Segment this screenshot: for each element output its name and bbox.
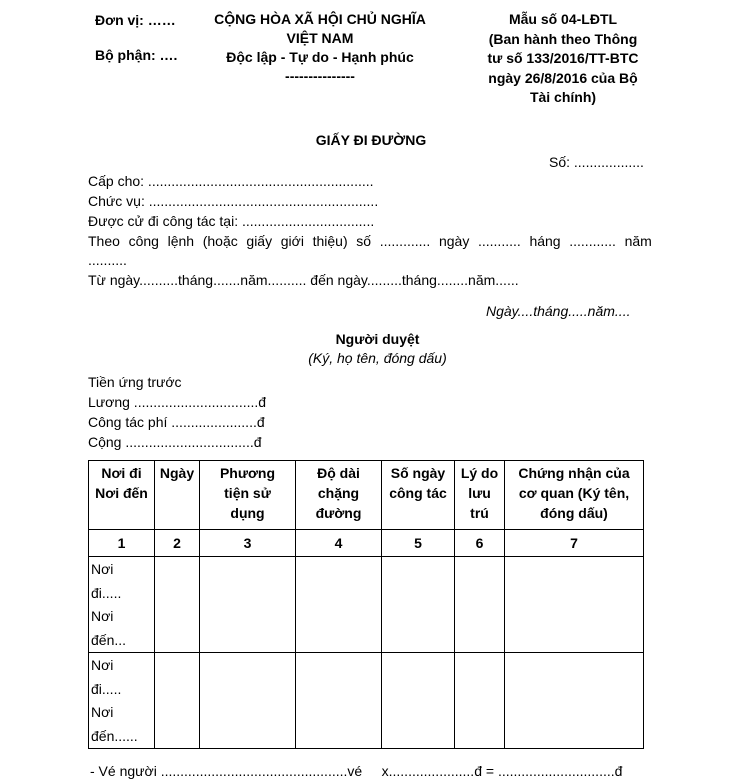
col-header-distance: Độ dài chặng đường: [296, 461, 382, 530]
assigned-to-field: Được cử đi công tác tại: ..................................: [88, 213, 375, 229]
days-cell: [382, 653, 455, 749]
order-word: háng: [529, 233, 561, 249]
table-column-number-row: [89, 530, 644, 557]
col-header-places: Nơi đi Nơi đến: [89, 461, 155, 530]
stay-reason-cell: [455, 557, 505, 653]
advance-heading: Tiền ứng trước: [88, 374, 182, 390]
certification-cell: [505, 557, 644, 653]
col-number: 1: [89, 530, 155, 557]
stay-reason-cell: [455, 653, 505, 749]
unit-field: Đơn vị: ……: [95, 12, 176, 28]
order-word: giới: [280, 233, 304, 249]
days-cell: [382, 557, 455, 653]
certification-cell: [505, 653, 644, 749]
order-word: giấy: [246, 233, 273, 249]
col-header-days: Số ngày công tác: [382, 461, 455, 530]
order-word: năm: [624, 233, 652, 249]
distance-cell: [296, 557, 382, 653]
national-header: [200, 10, 440, 86]
form-code-block: [458, 10, 668, 108]
order-word: ngày: [438, 233, 470, 249]
order-reference-field: [88, 231, 652, 251]
table-row: [89, 557, 644, 653]
form-issuance-line2: (Ban hành theo Thông: [488, 30, 638, 47]
col-number: 6: [455, 530, 505, 557]
travel-log-table: [88, 460, 644, 749]
transport-cell: [200, 653, 296, 749]
col-header-certification: Chứng nhận của cơ quan (Ký tên, đóng dấu): [505, 461, 644, 530]
col-header-stay-reason: Lý do lưu trú: [455, 461, 505, 530]
order-month-blank: ............: [569, 233, 616, 249]
position-field: Chức vụ: ...........................................................: [88, 193, 379, 209]
order-word: lệnh: [167, 233, 195, 249]
motto-separator: ---------------: [285, 68, 355, 84]
col-number: 3: [200, 530, 296, 557]
department-field: Bộ phận: ….: [95, 47, 178, 63]
order-word: (hoặc: [202, 233, 238, 249]
col-number: 5: [382, 530, 455, 557]
period-field: Từ ngày..........tháng.......năm.......... đến ngày.........tháng........năm......: [88, 272, 519, 288]
national-title-line2: VIỆT NAM: [286, 30, 354, 46]
motto: Độc lập - Tự do - Hạnh phúc: [226, 49, 414, 65]
order-day-blank: ...........: [477, 233, 521, 249]
order-reference-continuation: ..........: [88, 252, 127, 268]
advance-salary-field: Lương ................................đ: [88, 394, 267, 410]
places-cell: Nơi đi..... Nơi đến...: [89, 557, 155, 653]
col-number: 2: [155, 530, 200, 557]
document-number-field: Số: ..................: [549, 154, 644, 170]
order-word: Theo: [88, 233, 120, 249]
national-title-line1: CỘNG HÒA XÃ HỘI CHỦ NGHĨA: [214, 11, 426, 27]
sign-date: Ngày....tháng.....năm....: [486, 303, 631, 319]
order-word: thiệu): [312, 233, 348, 249]
approver-title: Người duyệt: [335, 331, 420, 347]
form-code: Mẫu số 04-LĐTL: [508, 11, 618, 27]
date-cell: [155, 653, 200, 749]
order-word: công: [128, 233, 159, 249]
distance-cell: [296, 653, 382, 749]
document-title: GIẤY ĐI ĐƯỜNG: [315, 132, 427, 148]
col-header-transport: Phương tiện sử dụng: [200, 461, 296, 530]
ticket-cost-line: - Vé người ................................................vé x......................đ = ..............................đ: [90, 763, 623, 779]
date-cell: [155, 557, 200, 653]
col-header-date: Ngày: [155, 461, 200, 530]
order-number-blank: .............: [379, 233, 431, 249]
form-issuance-line3: tư số 133/2016/TT-BTC: [487, 50, 639, 66]
table-header-row: [89, 461, 644, 530]
table-row: [89, 653, 644, 749]
header-unit-block: [95, 10, 177, 65]
issued-to-field: Cấp cho: ..........................................................: [88, 173, 374, 189]
col-number: 4: [296, 530, 382, 557]
form-issuance-line5: Tài chính): [529, 89, 597, 105]
advance-travel-fee-field: Công tác phí ......................đ: [88, 414, 265, 430]
places-cell: Nơi đi..... Nơi đến......: [89, 653, 155, 749]
advance-total-field: Cộng .................................đ: [88, 434, 262, 450]
form-issuance-line4: ngày 26/8/2016 của Bộ: [488, 69, 638, 86]
approver-block: [270, 330, 485, 368]
transport-cell: [200, 557, 296, 653]
order-word: số: [356, 233, 372, 249]
approver-note: (Ký, họ tên, đóng dấu): [308, 350, 447, 366]
col-number: 7: [505, 530, 644, 557]
